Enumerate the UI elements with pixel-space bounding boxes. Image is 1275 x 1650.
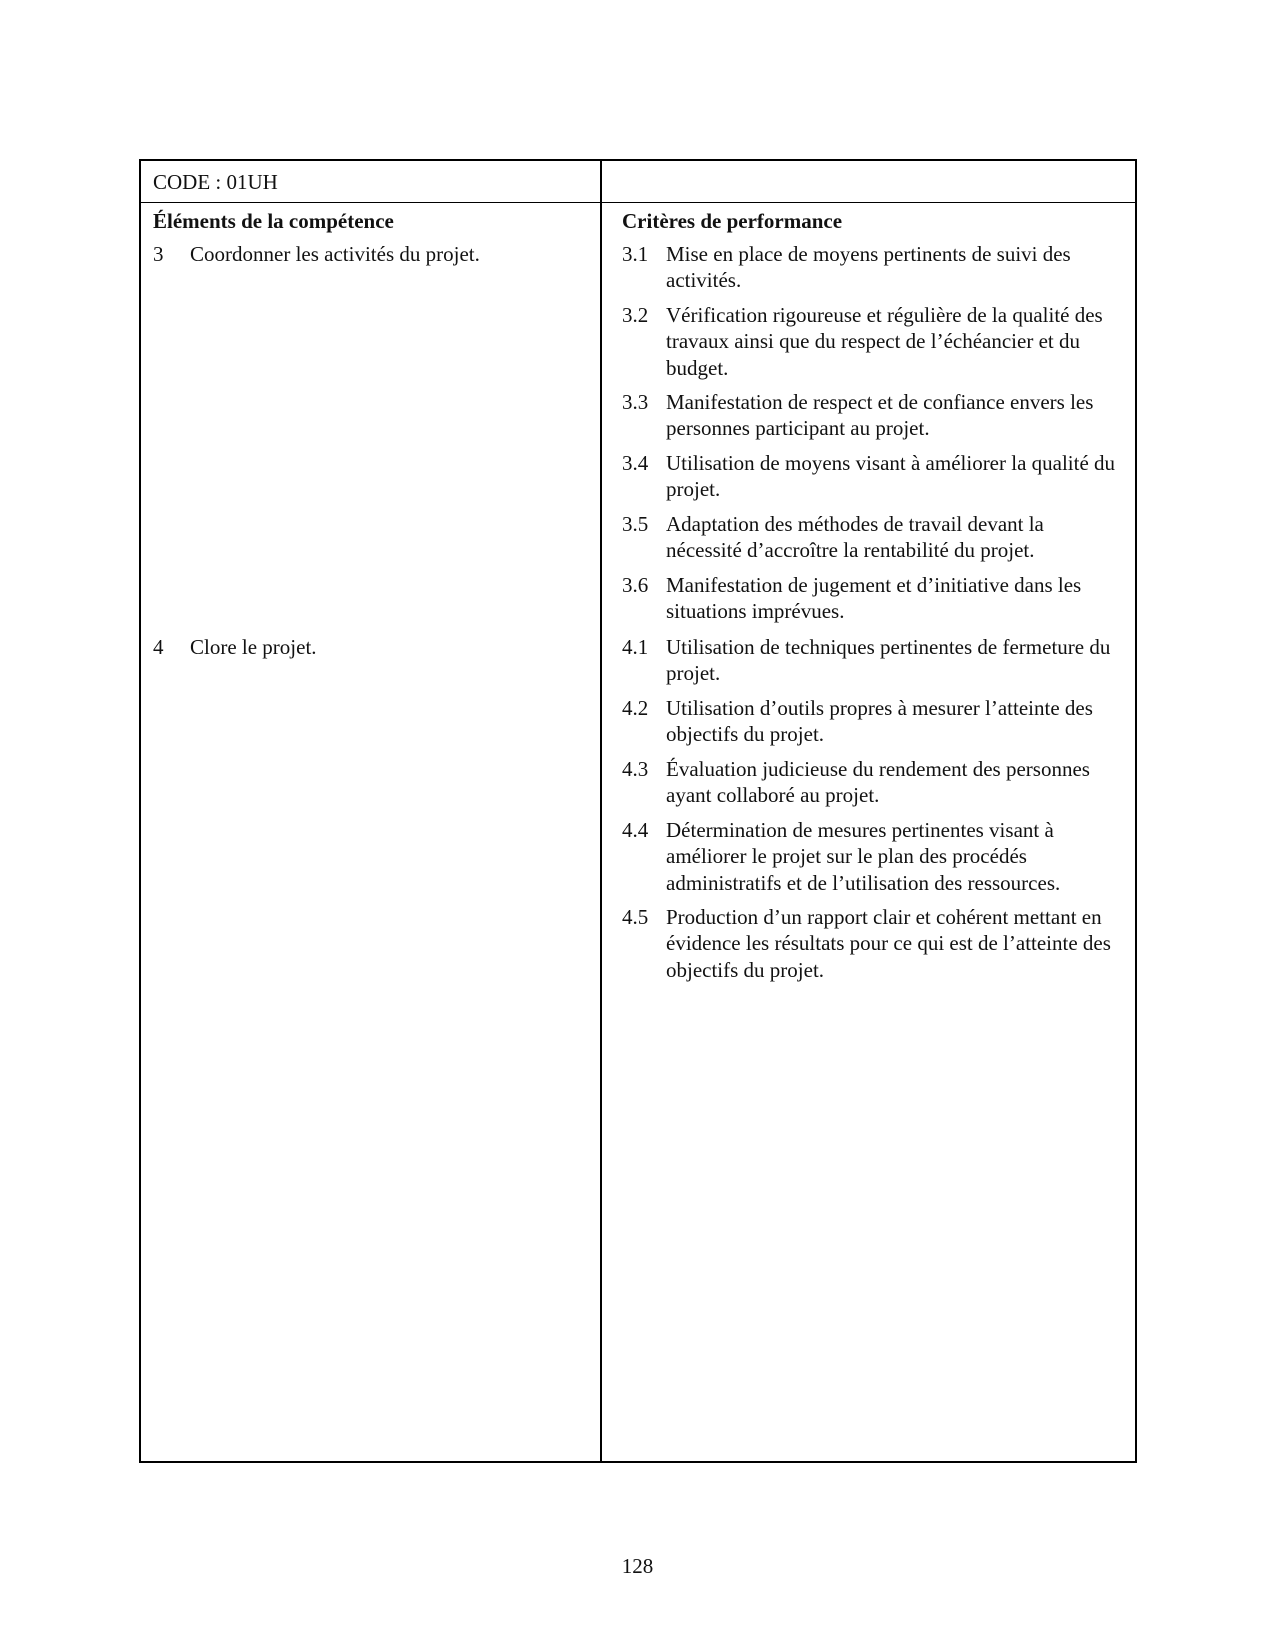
elements-heading: Éléments de la compétence [153,209,394,233]
criterion-number: 3.6 [622,573,649,597]
criterion-text: Adaptation des méthodes de travail devant la nécessité d’accroître la rentabilité du projet. [666,512,1044,563]
criterion-number: 4.3 [622,757,649,781]
criterion-number: 3.1 [622,242,649,266]
criterion-text: Mise en place de moyens pertinents de suivi des activités. [666,242,1071,293]
criterion-item [622,511,1122,564]
criterion-text: Utilisation d’outils propres à mesurer l’atteinte des objectifs du projet. [666,696,1093,747]
header-divider [139,202,1137,203]
element-number: 3 [153,242,164,266]
criterion-item [622,450,1122,503]
criterion-item [622,756,1122,809]
criterion-item [622,904,1122,983]
criterion-number: 4.2 [622,696,649,720]
criterion-text: Vérification rigoureuse et régulière de la qualité des travaux ainsi que du respect de l’échéancier et du budget. [666,303,1103,380]
criterion-item [622,695,1122,748]
criterion-item [622,817,1122,896]
criterion-number: 3.5 [622,512,649,536]
criterion-item [622,389,1122,442]
element-number: 4 [153,635,164,659]
criterion-text: Manifestation de respect et de confiance envers les personnes participant au projet. [666,390,1094,441]
page-number: 128 [621,1554,654,1578]
criterion-item [622,241,1122,294]
criterion-text: Utilisation de techniques pertinentes de fermeture du projet. [666,635,1111,686]
element-text: Coordonner les activités du projet. [190,242,480,266]
criterion-item [622,572,1122,625]
criterion-number: 4.5 [622,905,649,929]
criterion-text: Manifestation de jugement et d’initiative dans les situations imprévues. [666,573,1082,624]
criterion-number: 3.4 [622,451,649,475]
criteria-heading: Critères de performance [622,209,843,233]
criterion-text: Utilisation de moyens visant à améliorer la qualité du projet. [666,451,1116,502]
code-label: CODE : 01UH [153,170,278,194]
element-text: Clore le projet. [190,635,317,659]
criterion-text: Détermination de mesures pertinentes visant à améliorer le projet sur le plan des procédés administratifs et de l’utilisation des ressources. [666,818,1061,895]
criterion-number: 4.1 [622,635,649,659]
criterion-item [622,302,1122,381]
criterion-number: 3.2 [622,303,649,327]
criterion-text: Production d’un rapport clair et cohérent mettant en évidence les résultats pour ce qui est de l’atteinte des objectifs du projet. [666,905,1111,982]
column-divider [600,159,602,1463]
criterion-item [622,634,1122,687]
criterion-number: 3.3 [622,390,649,414]
criterion-text: Évaluation judicieuse du rendement des personnes ayant collaboré au projet. [666,757,1090,808]
criterion-number: 4.4 [622,818,649,842]
